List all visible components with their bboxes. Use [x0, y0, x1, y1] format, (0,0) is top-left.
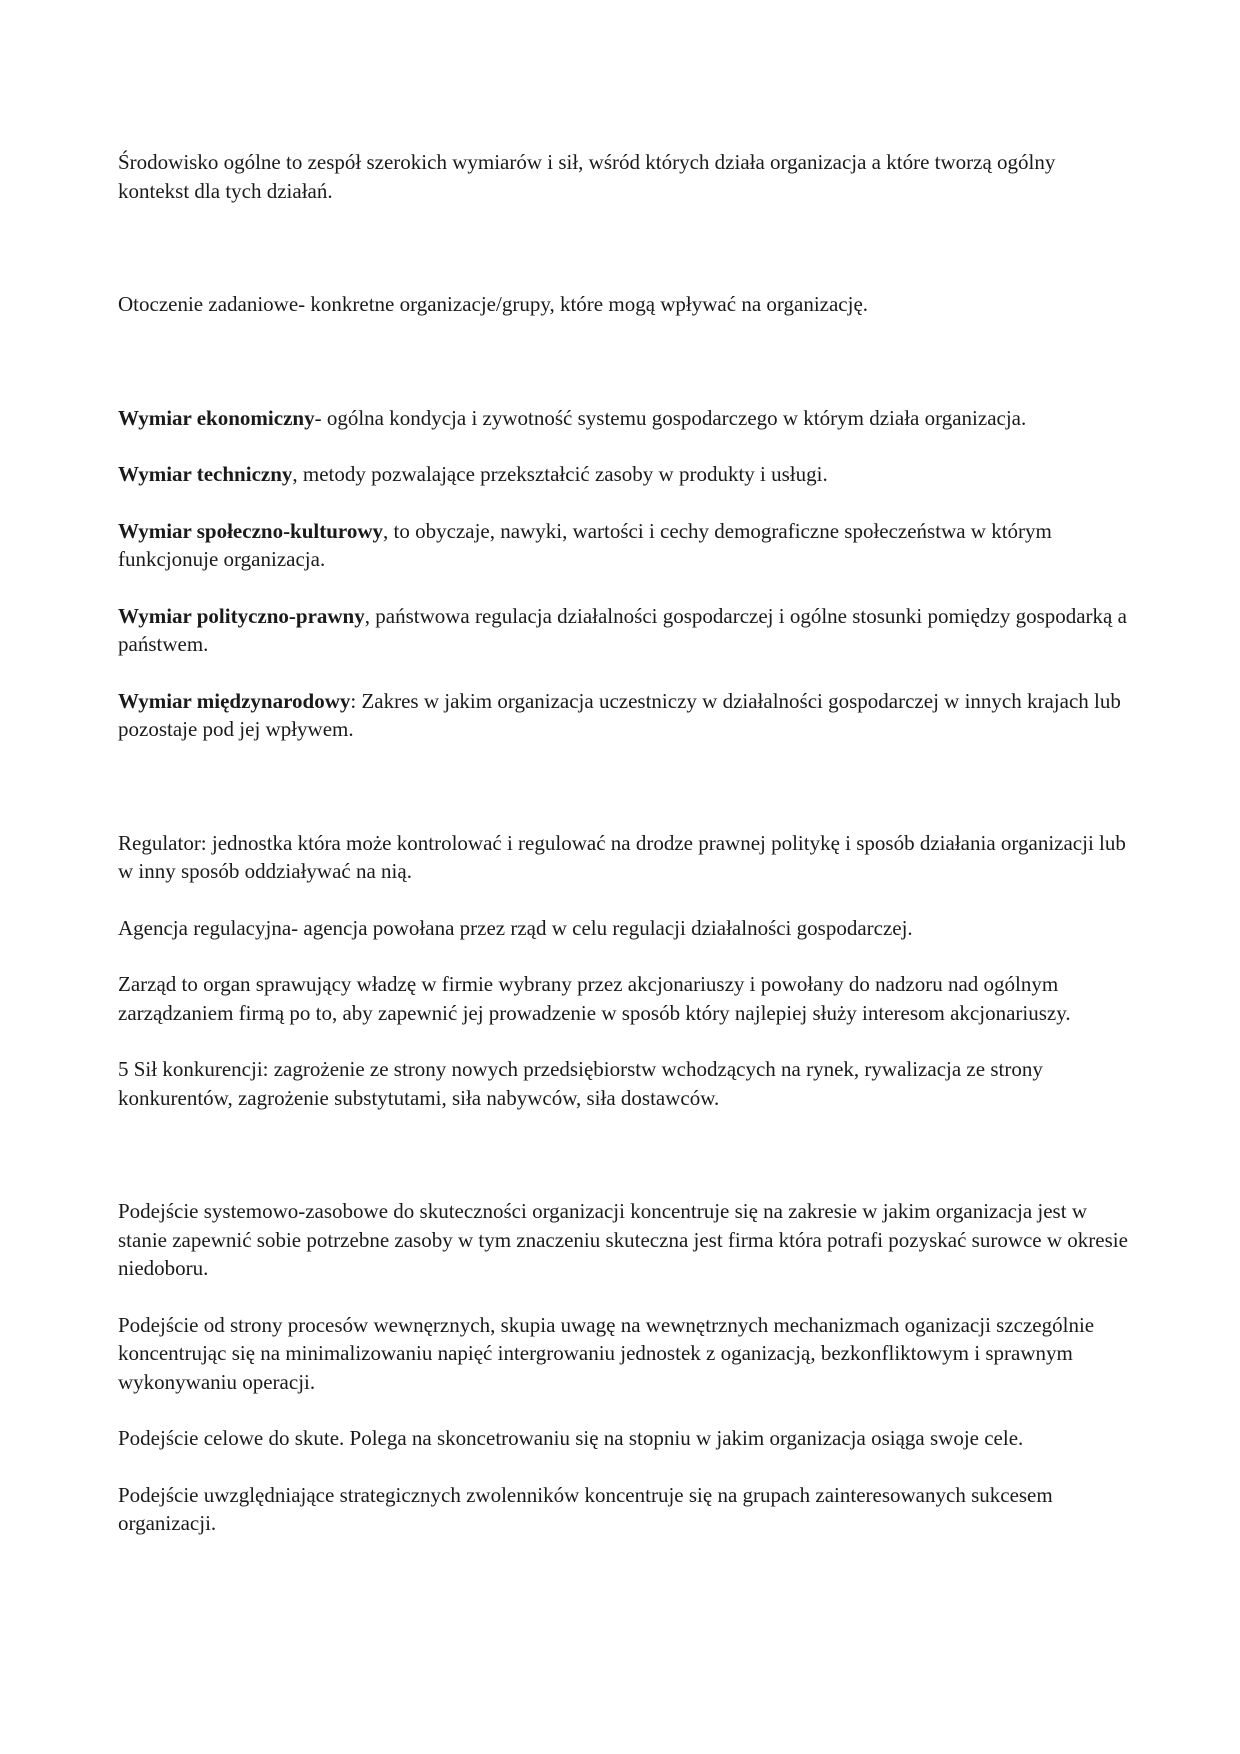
term-wymiar-spoleczno-kulturowy: Wymiar społeczno-kulturowy — [118, 518, 384, 543]
paragraph-wymiar-spoleczno-kulturowy: Wymiar społeczno-kulturowy, to obyczaje, nawyki, wartości i cechy demograficzne społeczeństwa w którym funkcjonuje organizacja. — [118, 518, 1052, 571]
paragraph-podejscie-celowe: Podejście celowe do skute. Polega na skoncetrowaniu się na stopniu w jakim organizacja osiąga swoje cele. — [118, 1426, 1024, 1450]
paragraph-5-sil-konkurencji: 5 Sił konkurencji: zagrożenie ze strony nowych przedsiębiorstw wchodzących na rynek, rywalizacja ze strony konkurentów, zagrożenie substytutami, siła nabywców, siła dostawców. — [118, 1057, 1043, 1110]
paragraph-wymiar-techniczny: Wymiar techniczny, metody pozwalające przekształcić zasoby w produkty i usługi. — [118, 462, 828, 486]
paragraph-wymiar-polityczno-prawny: Wymiar polityczno-prawny, państwowa regulacja działalności gospodarczej i ogólne stosunki pomiędzy gospodarką a państwem. — [118, 603, 1127, 656]
paragraph-wymiar-miedzynarodowy: Wymiar międzynarodowy: Zakres w jakim organizacja uczestniczy w działalności gospodarczej w innych krajach lub pozostaje pod jej wpływem. — [118, 688, 1121, 741]
term-wymiar-techniczny: Wymiar techniczny — [118, 462, 293, 486]
term-wymiar-polityczno-prawny: Wymiar polityczno-prawny — [118, 603, 365, 628]
paragraph-podejscie-procesy-wewnetrzne: Podejście od strony procesów wewnęrznych, skupia uwagę na wewnętrznych mechanizmach oganizacji szczególnie koncentrując się na minimalizowaniu napięć intergrowaniu jednostek z oganizacją, bezkonfliktowym i sprawnym wykonywaniu operacji. — [118, 1312, 1095, 1394]
paragraph-wymiar-ekonomiczny: Wymiar ekonomiczny- ogólna kondycja i zywotność systemu gospodarczego w którym działa organizacja. — [118, 405, 1027, 430]
paragraph-agencja-regulacyjna: Agencja regulacyjna- agencja powołana przez rząd w celu regulacji działalności gospodarczej. — [118, 915, 913, 940]
document-page — [118, 148, 1128, 1538]
paragraph-regulator: Regulator: jednostka która może kontrolować i regulować na drodze prawnej politykę i sposób działania organizacji lub w inny sposób oddziaływać na nią. — [118, 830, 1126, 883]
term-wymiar-ekonomiczny: Wymiar ekonomiczny — [118, 405, 315, 430]
term-wymiar-miedzynarodowy: Wymiar międzynarodowy — [118, 688, 351, 713]
paragraph-srodowisko-ogolne: Środowisko ogólne to zespół szerokich wymiarów i sił, wśród których działa organizacja a które tworzą ogólny kontekst dla tych działań. — [118, 150, 1056, 203]
paragraph-podejscie-systemowo-zasobowe: Podejście systemowo-zasobowe do skuteczności organizacji koncentruje się na zakresie w jakim organizacja jest w stanie zapewnić sobie potrzebne zasoby w tym znaczeniu skuteczna jest firma która potrafi pozyskać surowce w okresie niedoboru. — [118, 1199, 1128, 1280]
paragraph-zarzad: Zarząd to organ sprawujący władzę w firmie wybrany przez akcjonariuszy i powołany do nadzoru nad ogólnym zarządzaniem firmą po to, aby zapewnić jej prowadzenie w sposób który najlepiej służy interesom akcjonariuszy. — [118, 972, 1071, 1025]
paragraph-podejscie-strategiczni-zwolennicy: Podejście uwzględniające strategicznych zwolenników koncentruje się na grupach zainteresowanych sukcesem organizacji. — [118, 1482, 1053, 1535]
paragraph-otoczenie-zadaniowe: Otoczenie zadaniowe- konkretne organizacje/grupy, które mogą wpływać na organizację. — [118, 292, 869, 316]
